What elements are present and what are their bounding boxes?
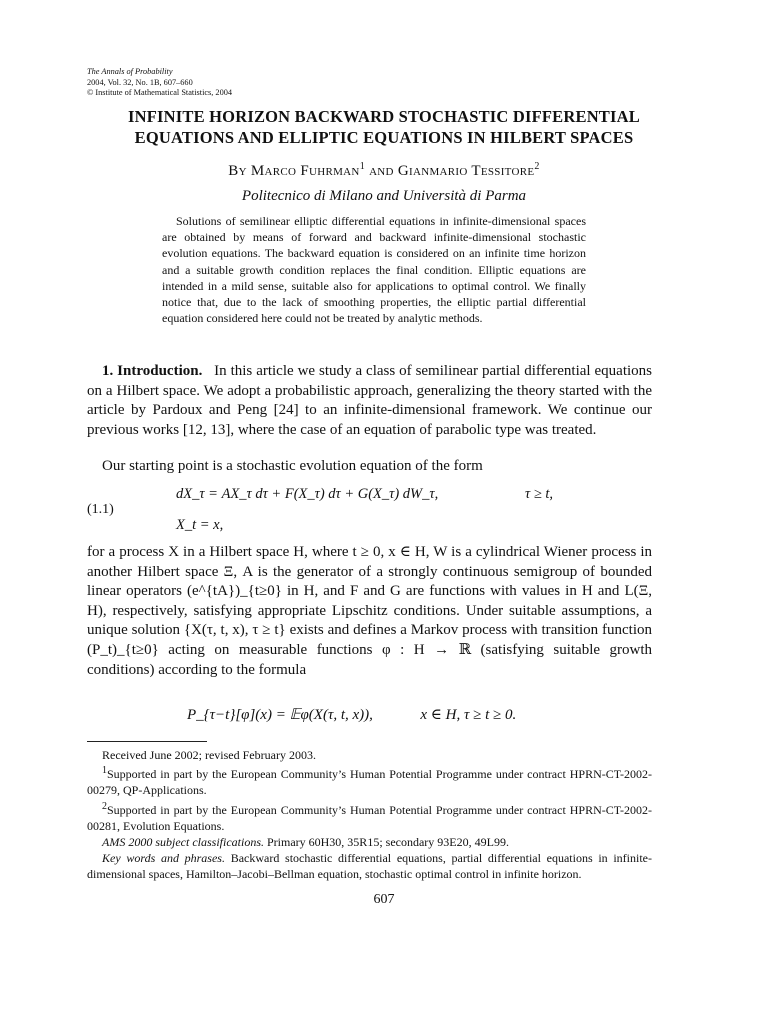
keywords <box>87 850 652 882</box>
received-date: Received June 2002; revised February 2003. <box>102 748 316 762</box>
journal-copyright: © Institute of Mathematical Statistics, 2004 <box>87 88 233 97</box>
author-line <box>80 161 688 180</box>
footnote-2 <box>87 799 652 834</box>
introduction-text: In this article we study a class of semilinear partial differential equations on a Hilbert space. We adopt a probabilistic approach, generalizing the theory started with the article by Pardoux and Peng [24] to an infinite-dimensional framework. We continue our previous works [12, 13], where the case of an equation of parabolic type was treated. <box>87 363 653 438</box>
equation-number: (1.1) <box>87 502 114 517</box>
footnote-1-mark: 1 <box>102 765 107 777</box>
title-line-2: EQUATIONS AND ELLIPTIC EQUATIONS IN HILBERT SPACES <box>134 128 634 147</box>
section-heading: 1. Introduction. <box>102 363 203 379</box>
footnote-1-text: Supported in part by the European Community’s Human Potential Programme under contract HPRN-CT-2002-00279, QP-Applications. <box>87 767 652 798</box>
introduction-paragraph <box>87 362 652 440</box>
journal-name: The Annals of Probability <box>87 67 173 76</box>
ams-label: AMS 2000 subject classifications. <box>102 835 264 850</box>
page-number: 607 <box>373 892 395 907</box>
equation-condition-1: τ ≥ t, <box>525 486 554 502</box>
footnotes <box>87 747 652 883</box>
keywords-label: Key words and phrases. <box>102 851 225 866</box>
by-label: By <box>228 163 247 179</box>
transition-formula-lhs: P_{τ−t}[φ](x) = 𝔼φ(X(τ, t, x)), <box>187 707 373 723</box>
process-description-paragraph: for a process X in a Hilbert space H, where t ≥ 0, x ∈ H, W is a cylindrical Wiener process in another Hilbert space Ξ, A is the generator of a strongly continuous semigroup of bounded linear operators (e^{tA})_{t≥0} in H, and F and G are functions with values in H and L(Ξ, H), respectively, satisfying appropriate Lipschitz conditions. Under suitable assumptions, a unique solution {X(τ, t, x), τ ≥ t} exists and defines a Markov process with transition function (P_t)_{t≥0} acting on measurable functions φ : H → ℝ (satisfying suitable growth conditions) according to the formula <box>87 544 652 678</box>
equation-line-2: X_t = x, <box>176 517 224 533</box>
ams-classification <box>87 834 652 850</box>
title-line-1: INFINITE HORIZON BACKWARD STOCHASTIC DIFFERENTIAL <box>128 107 640 126</box>
equation-line-1: dX_τ = AX_τ dτ + F(X_τ) dτ + G(X_τ) dW_τ, <box>176 486 439 502</box>
author-2: Gianmario Tessitore <box>397 163 535 179</box>
journal-header <box>87 67 232 99</box>
ams-codes: Primary 60H30, 35R15; secondary 93E20, 49L99. <box>266 835 509 850</box>
footnote-2-mark: 2 <box>102 800 107 812</box>
starting-point-text: Our starting point is a stochastic evolution equation of the form <box>102 458 483 474</box>
keywords-text: Backward stochastic differential equations, partial differential equations in infinite-dimensional spaces, Hamilton–Jacobi–Bellman equation, stochastic optimal control in infinite horizon. <box>87 851 653 882</box>
transition-formula-condition: x ∈ H, τ ≥ t ≥ 0. <box>420 707 517 723</box>
author-1-footnote-mark: 1 <box>359 161 365 172</box>
author-1: Marco Fuhrman <box>250 163 360 179</box>
footnote-2-text: Supported in part by the European Community’s Human Potential Programme under contract HPRN-CT-2002-00281, Evolution Equations. <box>87 802 652 833</box>
paper-title <box>80 106 688 148</box>
footnote-1 <box>87 763 652 798</box>
author-2-footnote-mark: 2 <box>534 161 540 172</box>
and-label: and <box>369 163 394 179</box>
transition-formula <box>187 705 516 724</box>
journal-volume: 2004, Vol. 32, No. 1B, 607–660 <box>87 77 193 87</box>
abstract: Solutions of semilinear elliptic differential equations in infinite-dimensional spaces are obtained by means of forward and backward infinite-dimensional stochastic evolution equations. The backward equation is considered on an infinite time horizon and a suitable growth condition replaces the final condition. Elliptic equations are intended in a mild sense, suitable also for applications to optimal control. We finally notice that, due to the lack of smoothing properties, the elliptic partial differential equation considered here could not be treated by analytic methods. <box>162 214 586 326</box>
footnote-divider <box>87 741 207 742</box>
affiliation: Politecnico di Milano and Università di Parma <box>241 188 527 204</box>
